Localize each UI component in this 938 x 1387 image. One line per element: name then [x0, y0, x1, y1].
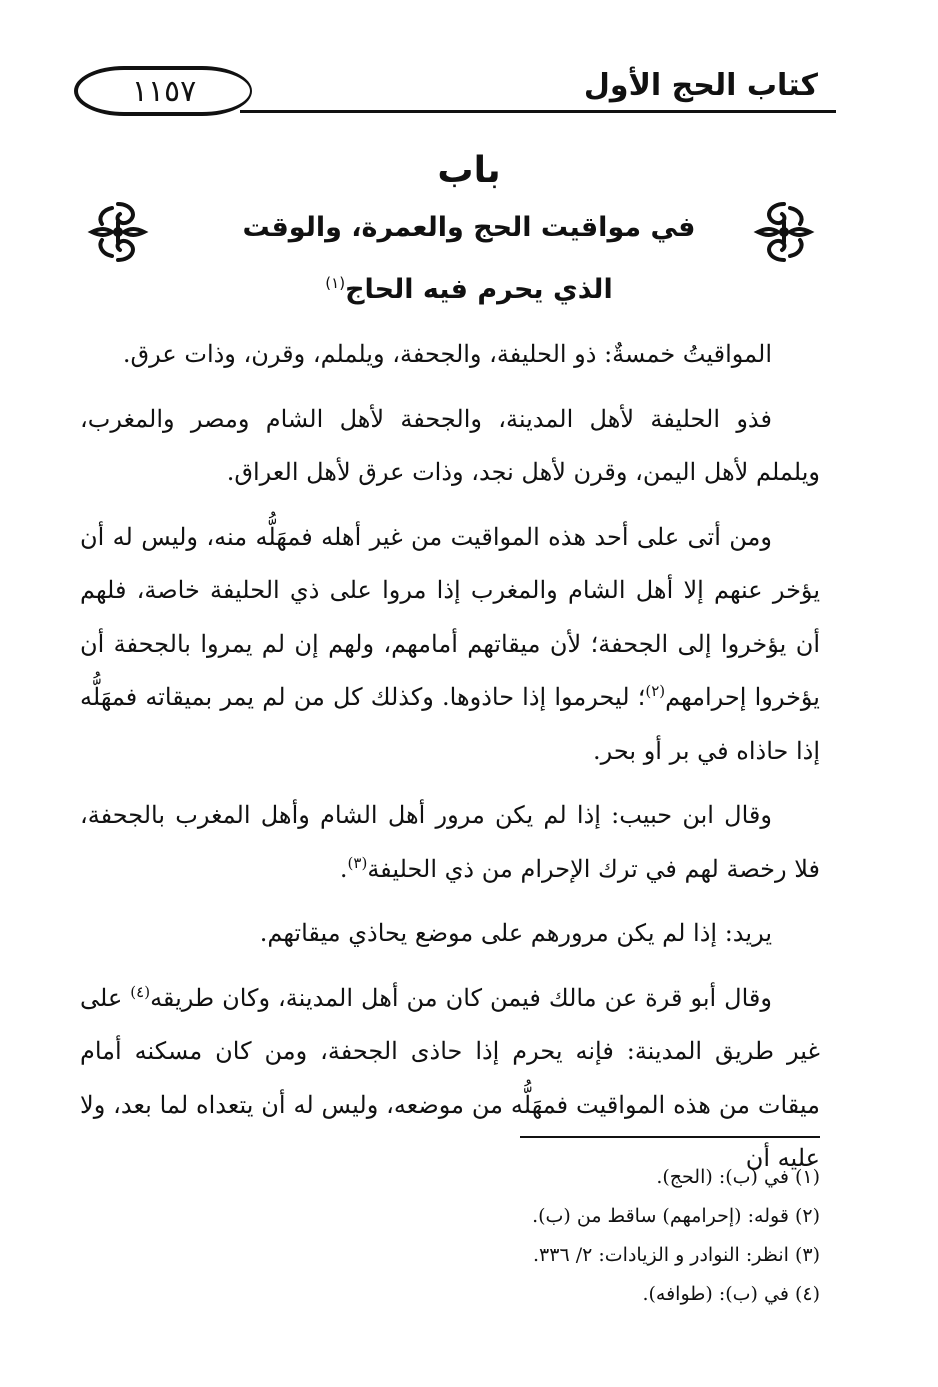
chapter-label: باب	[437, 150, 501, 191]
footnote: (٣) انظر: النوادر و الزيادات: ٢/ ٣٣٦.	[533, 1244, 820, 1266]
chapter-title-line-2-text: الذي يحرم فيه الحاج	[345, 274, 613, 305]
paragraph-text: يريد: إذا لم يكن مرورهم على موضع يحاذي ميقاتهم.	[259, 919, 772, 947]
paragraph-text-continued: ؛ ليحرموا إذا حاذوها. وكذلك كل من لم يمر بميقاته فمهَلُّه إذا حاذاه في بر أو بحر.	[80, 683, 820, 765]
footnote: (١) في (ب): (الحج).	[656, 1166, 820, 1188]
paragraph-text: ومن أتى على أحد هذه المواقيت من غير أهله فمهَلُّه منه، وليس له أن يؤخر عنهم إلا أهل الشام والمغرب إذا مروا على ذي الحليفة خاصة، فلهم أن يؤخروا إلى الجحفة؛ لأن ميقاتهم أمامهم، ولهم إن لم يمروا بالجحفة أن يؤخروا إحرامهم	[80, 522, 820, 711]
paragraph-text: وقال أبو قرة عن مالك فيمن كان من أهل المدينة، وكان طريقه	[150, 983, 772, 1012]
book-title: كتاب الحج الأول	[583, 68, 818, 103]
page-number: ١١٥٧	[131, 73, 197, 109]
footnote-marker: (٤)	[130, 982, 151, 1001]
floral-ornament-icon	[86, 198, 150, 266]
footnote-marker: (١)	[325, 274, 346, 292]
paragraph-text: وقال ابن حبيب: إذا لم يكن مرور أهل الشام وأهل المغرب بالجحفة، فلا رخصة لهم في ترك الإحرام من ذي الحليفة	[80, 801, 820, 883]
footnote-marker: (٣)	[347, 853, 368, 872]
chapter-title-line-1: في مواقيت الحج والعمرة، والوقت	[242, 212, 696, 243]
footnote: (٢) قوله: (إحرامهم) ساقط من (ب).	[532, 1205, 820, 1227]
paragraph-text: فذو الحليفة لأهل المدينة، والجحفة لأهل الشام ومصر والمغرب، ويلملم لأهل اليمن، وقرن لأهل نجد، وذات عرق لأهل العراق.	[80, 404, 820, 486]
paragraph	[80, 393, 820, 500]
page-header	[70, 64, 836, 122]
header-rule	[240, 110, 836, 113]
paragraph	[80, 972, 820, 1186]
chapter-title-line-2	[170, 274, 768, 305]
paragraph-text-continued: .	[339, 854, 348, 883]
paragraph	[80, 328, 820, 382]
paragraph	[80, 789, 820, 896]
paragraph	[80, 907, 820, 961]
paragraph	[80, 511, 820, 779]
page-number-badge	[74, 66, 252, 116]
footnotes	[80, 1158, 820, 1314]
footnote-marker: (٢)	[645, 682, 666, 700]
body-text	[80, 328, 820, 1197]
paragraph-text-continued: على غير طريق المدينة: فإنه يحرم إذا حاذى الجحفة، ومن كان مسكنه أمام ميقات من هذه المواقيت فمهَلُّه من موضعه، وليس له أن يتعداه لما بعد، ولا عليه أن	[80, 983, 820, 1172]
footnote-separator	[520, 1136, 820, 1138]
paragraph-text: المواقيتُ خمسةٌ: ذو الحليفة، والجحفة، ويلملم، وقرن، وذات عرق.	[122, 340, 772, 368]
footnote: (٤) في (ب): (طوافه).	[642, 1283, 820, 1305]
